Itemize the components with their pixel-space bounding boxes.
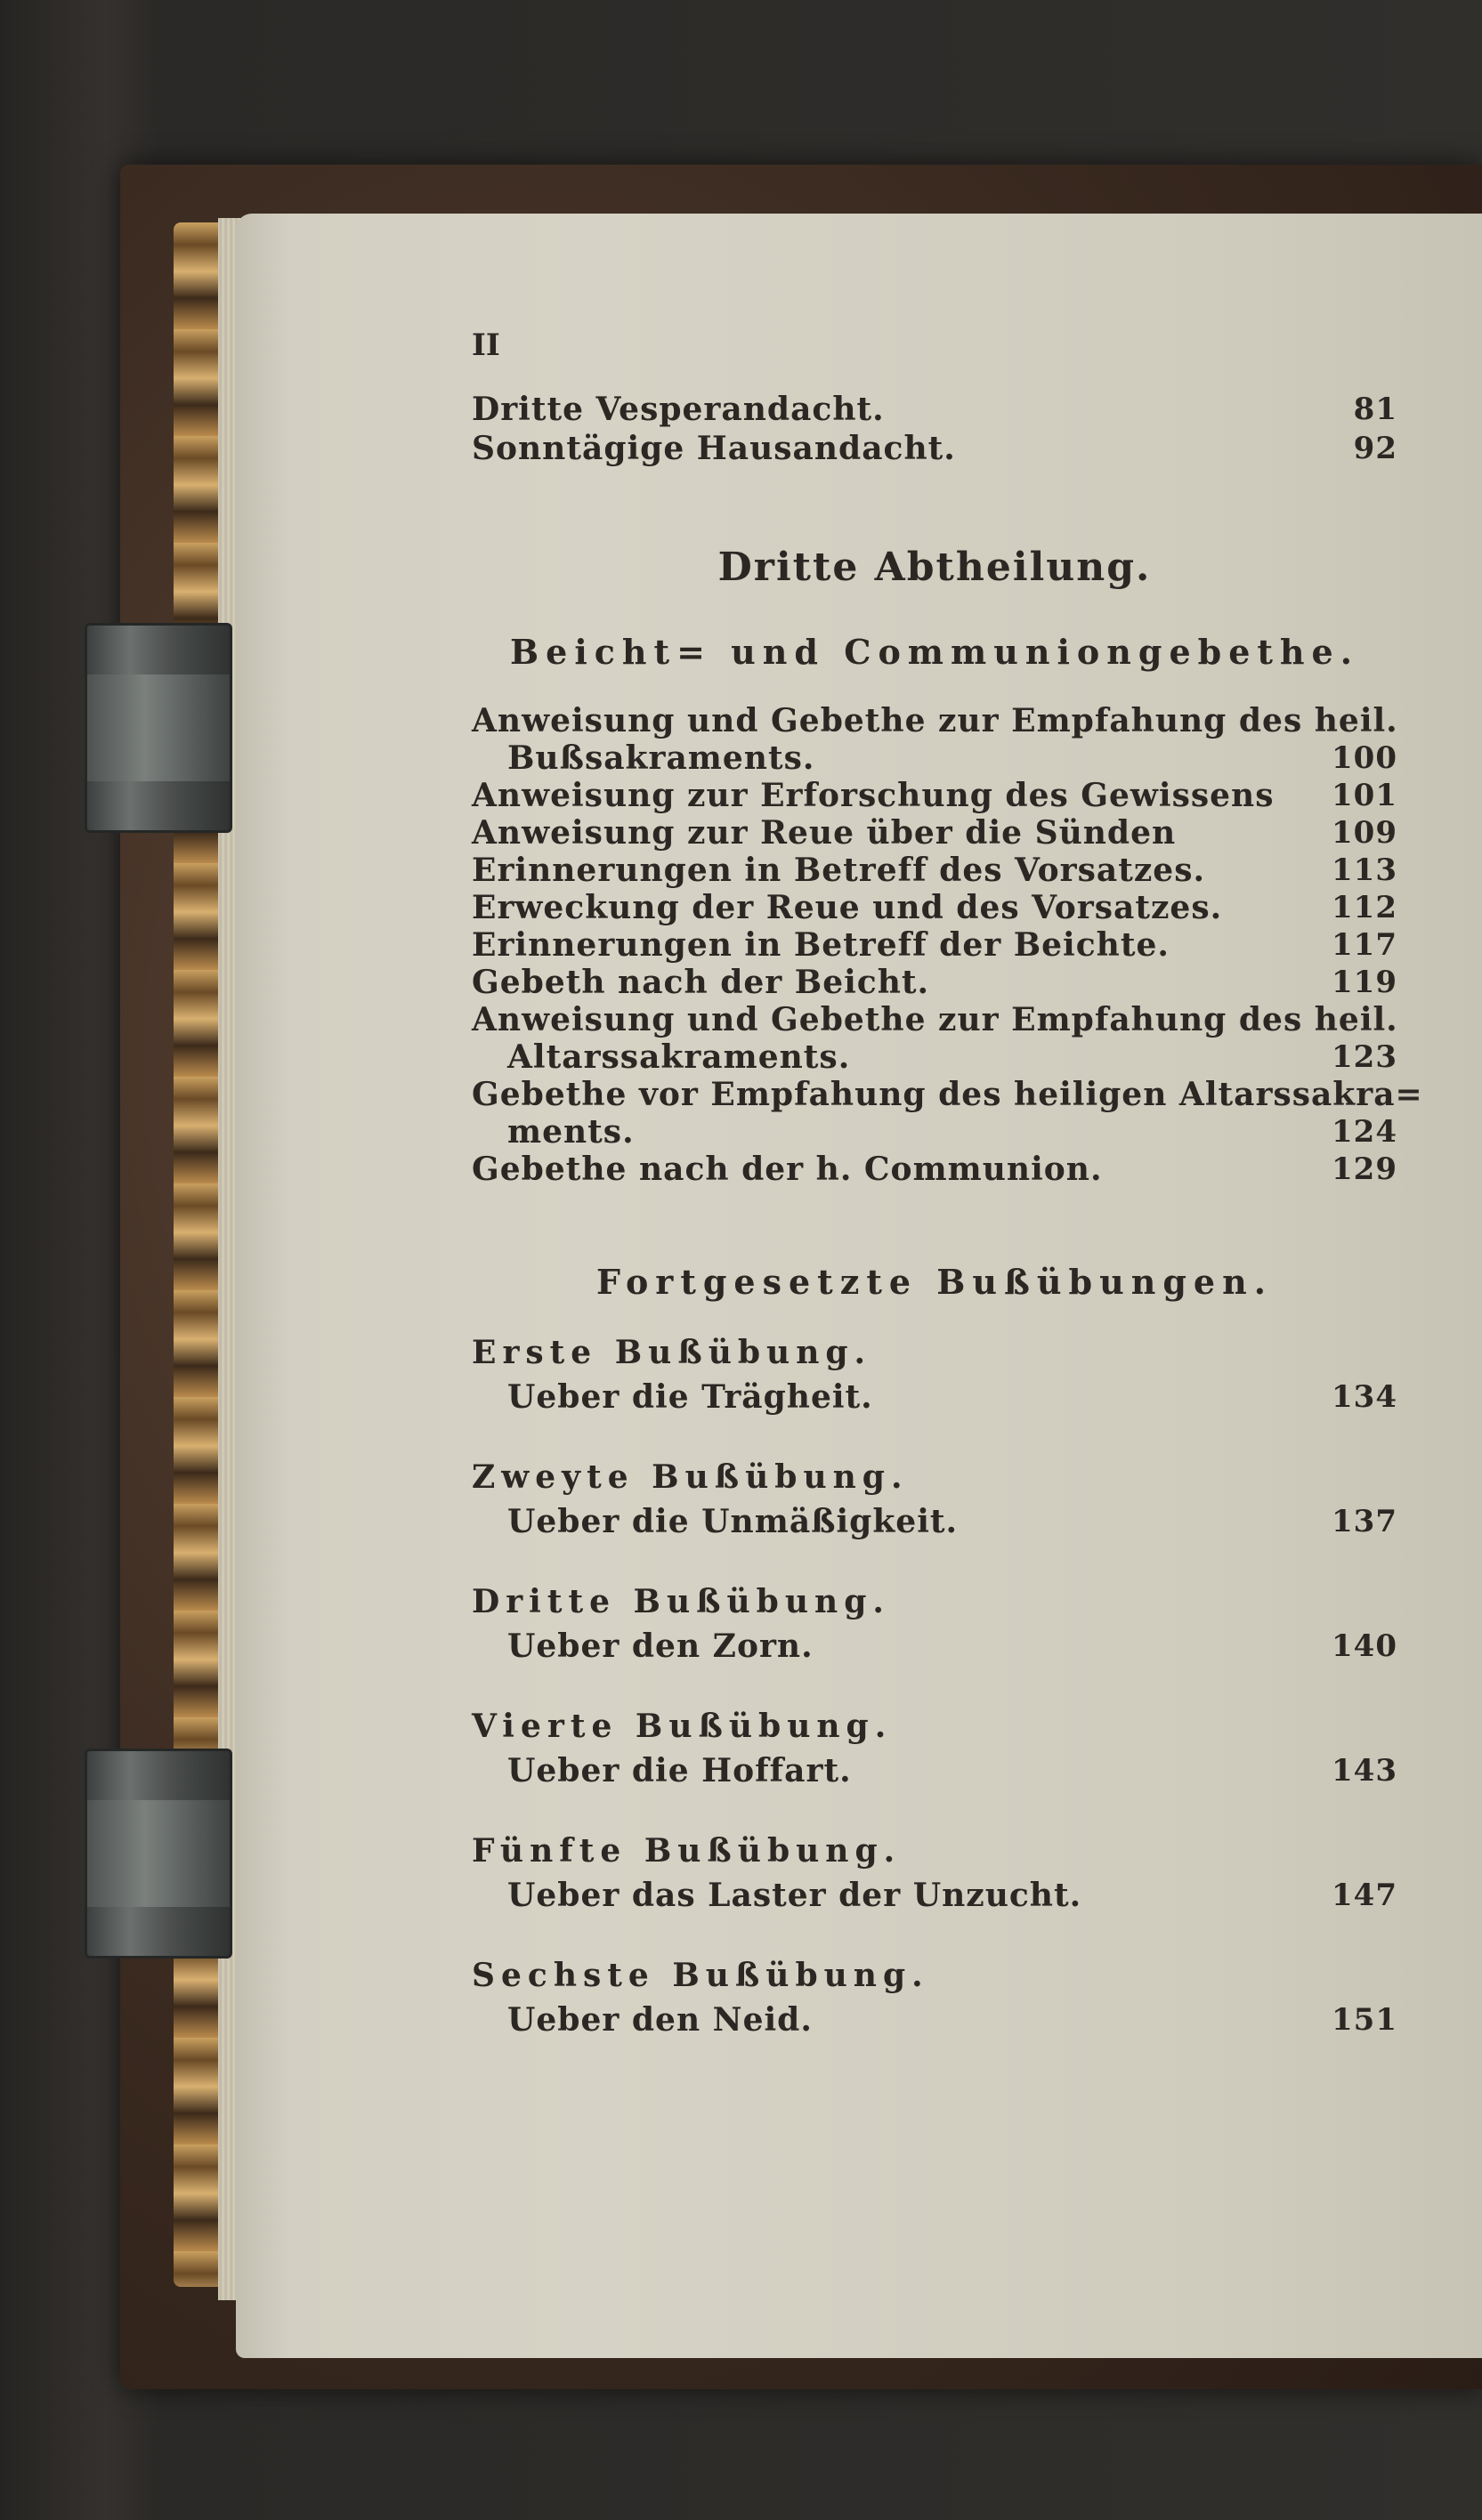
entry-title: Gebethe nach der h. Communion. <box>472 1151 1103 1188</box>
exercise-heading-text: Vierte Bußübung. <box>472 1708 893 1745</box>
exercise-heading-text: Erste Bußübung. <box>472 1334 872 1371</box>
entry-page: 129 <box>1332 1151 1397 1187</box>
exercise-heading <box>472 1458 1397 1497</box>
entry-title: Ueber den Zorn. <box>507 1628 814 1665</box>
exercise-heading <box>472 1707 1397 1746</box>
entry-title: Ueber die Trägheit. <box>507 1378 873 1416</box>
toc-entry <box>472 1075 1423 1114</box>
exercise-heading-text: Zweyte Bußübung. <box>472 1458 909 1496</box>
entry-title: Dritte Vesperandacht. <box>472 391 885 428</box>
entry-title: Gebeth nach der Beicht. <box>472 964 930 1001</box>
toc-entry <box>472 2000 1397 2039</box>
exercise-heading <box>472 1333 1397 1372</box>
entry-title: Anweisung und Gebethe zur Empfahung des heil. <box>472 1001 1398 1038</box>
toc-entry <box>472 1502 1397 1541</box>
entry-page: 117 <box>1332 927 1397 963</box>
toc-entry <box>472 1627 1397 1666</box>
entry-page: 119 <box>1332 965 1397 1000</box>
exercises-title: Fortgesetzte Bußübungen. <box>596 1262 1273 1302</box>
entry-title: Sonntägige Hausandacht. <box>472 430 956 467</box>
entry-title: Anweisung und Gebethe zur Empfahung des heil. <box>472 702 1398 739</box>
entry-title: ments. <box>507 1113 635 1151</box>
exercise-heading-text: Sechste Bußübung. <box>472 1957 929 1994</box>
entry-title: Bußsakraments. <box>507 739 815 777</box>
entry-page: 124 <box>1332 1114 1397 1150</box>
entry-page: 140 <box>1332 1628 1397 1664</box>
toc-entry <box>472 701 1397 740</box>
entry-title: Gebethe vor Empfahung des heiligen Altarssakra= <box>472 1076 1423 1113</box>
toc-entry <box>472 776 1397 815</box>
entry-page: 134 <box>1332 1379 1397 1415</box>
entry-page: 109 <box>1332 815 1397 851</box>
exercise-heading <box>472 1956 1397 1995</box>
entry-page: 123 <box>1332 1039 1397 1075</box>
entry-page: 147 <box>1332 1878 1397 1913</box>
entry-page: 137 <box>1332 1504 1397 1539</box>
entry-title: Ueber die Unmäßigkeit. <box>507 1503 959 1540</box>
entry-page: 81 <box>1353 392 1397 427</box>
entry-title: Altarssakraments. <box>507 1038 851 1076</box>
toc-entry <box>472 1112 1397 1151</box>
toc-entry <box>472 1000 1397 1039</box>
section-title: Dritte Abtheilung. <box>717 545 1152 590</box>
toc-entry <box>472 925 1397 965</box>
toc-entry <box>472 390 1397 429</box>
exercise-heading-text: Fünfte Bußübung. <box>472 1832 902 1870</box>
toc-entry <box>472 1038 1397 1077</box>
toc-entry <box>472 1751 1397 1790</box>
entry-title: Anweisung zur Erforschung des Gewissens <box>472 777 1275 814</box>
toc-entry <box>472 1876 1397 1915</box>
entry-title: Ueber das Laster der Unzucht. <box>507 1877 1082 1914</box>
entry-title: Erweckung der Reue und des Vorsatzes. <box>472 889 1223 926</box>
toc-entry <box>472 963 1397 1002</box>
entry-title: Erinnerungen in Betreff der Beichte. <box>472 926 1170 964</box>
toc-entry <box>472 888 1397 927</box>
section-subtitle: Beicht= und Communiongebethe. <box>510 632 1359 672</box>
toc-entry <box>472 851 1397 890</box>
entry-page: 151 <box>1332 2002 1397 2038</box>
entry-title: Ueber den Neid. <box>507 2001 813 2039</box>
exercise-heading <box>472 1831 1397 1870</box>
entry-page: 100 <box>1332 740 1397 776</box>
toc-entry <box>472 813 1397 852</box>
entry-title: Ueber die Hoffart. <box>507 1752 852 1789</box>
toc-entry <box>472 1150 1397 1189</box>
toc-entry <box>472 429 1397 468</box>
entry-page: 113 <box>1332 852 1397 888</box>
toc-entry <box>472 739 1397 778</box>
exercise-heading-text: Dritte Bußübung. <box>472 1583 890 1620</box>
entry-page: 101 <box>1332 778 1397 813</box>
entry-title: Erinnerungen in Betreff des Vorsatzes. <box>472 852 1206 889</box>
entry-page: 112 <box>1332 890 1397 925</box>
exercise-heading <box>472 1582 1397 1621</box>
entry-page: 143 <box>1332 1753 1397 1789</box>
toc-entry <box>472 1377 1397 1417</box>
entry-title: Anweisung zur Reue über die Sünden <box>472 814 1177 852</box>
page-number: II <box>472 327 500 363</box>
entry-page: 92 <box>1353 431 1397 466</box>
